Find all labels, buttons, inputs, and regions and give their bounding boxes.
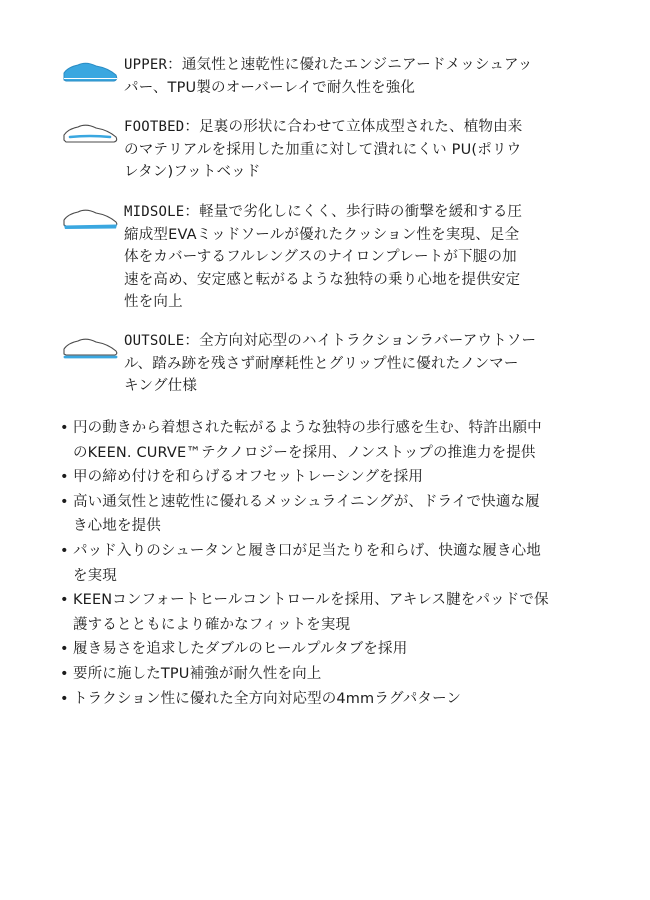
text-line: キング仕様: [124, 378, 198, 394]
text-line: パー、TPU製のオーバーレイで耐久性を強化: [124, 79, 416, 96]
bullet-dot: •: [60, 469, 69, 486]
text-line: 体をカバーするフルレングスのナイロンプレートが下腿の加: [124, 249, 517, 265]
outsole-shoe-icon: [62, 332, 120, 360]
midsole-description: [124, 201, 614, 314]
text-line: MIDSOLE：軽量で劣化しにくく、歩行時の衝撃を緩和する圧: [124, 204, 523, 220]
text-line: FOOTBED：足裏の形状に合わせて立体成型された、植物由来: [124, 119, 523, 135]
text-line: 速を高め、安定感と転がるような独特の乗り心地を提供安定: [124, 271, 521, 288]
footbed-description: [124, 116, 614, 184]
list-item: • KEENコンフォートヒールコントロールを採用、アキレス腱をパッドで保 護するとともにより確かなフィットを実現: [60, 588, 620, 637]
bullet-dot: •: [60, 542, 69, 559]
text-line: OUTSOLE：全方向対応型のハイトラクションラバーアウトソー: [124, 333, 537, 349]
text-line: UPPER：通気性と速乾性に優れたエンジニアードメッシュアッ: [124, 57, 533, 73]
list-item: • 要所に施したTPU補強が耐久性を向上: [60, 662, 620, 687]
text-line: レタン)フットベッド: [124, 164, 261, 180]
list-item: • 甲の締め付けを和らげるオフセットレーシングを採用: [60, 465, 620, 490]
bullet-dot: •: [60, 420, 69, 436]
bullet-dot: •: [60, 592, 69, 609]
footbed-shoe-icon: [62, 118, 120, 146]
bullet-dot: •: [60, 641, 69, 658]
outsole-description: [124, 330, 614, 398]
upper-description: [124, 54, 614, 99]
text-line: 性を向上: [124, 294, 183, 310]
bullet-dot: •: [60, 665, 69, 682]
list-item: • 円の動きから着想された転がるような独特の歩行感を生む、特許出願中 のKEEN. CURVE™テクノロジーを採用、ノンストップの推進力を提供: [60, 416, 620, 465]
bullet-dot: •: [60, 493, 69, 510]
list-item: • 履き易さを追求したダブルのヒールプルタブを採用: [60, 637, 620, 662]
upper-shoe-icon: [62, 56, 120, 84]
list-item: • トラクション性に優れた全方向対応型の4mmラグパターン: [60, 687, 620, 712]
midsole-shoe-icon: [62, 203, 120, 231]
text-line: ル、踏み跡を残さず耐摩耗性とグリップ性に優れたノンマー: [124, 355, 519, 372]
list-item: • パッド入りのシュータンと履き口が足当たりを和らげ、快適な履き心地 を実現: [60, 539, 620, 588]
bullet-dot: •: [60, 690, 69, 707]
feature-bullet-list: [60, 416, 620, 711]
text-line: のマテリアルを採用した加重に対して潰れにくい PU(ポリウ: [124, 141, 522, 158]
text-line: 縮成型EVAミッドソールが優れたクッション性を実現、足全: [124, 226, 520, 243]
list-item: • 高い通気性と速乾性に優れるメッシュライニングが、ドライで快適な履 き心地を提供: [60, 490, 620, 539]
